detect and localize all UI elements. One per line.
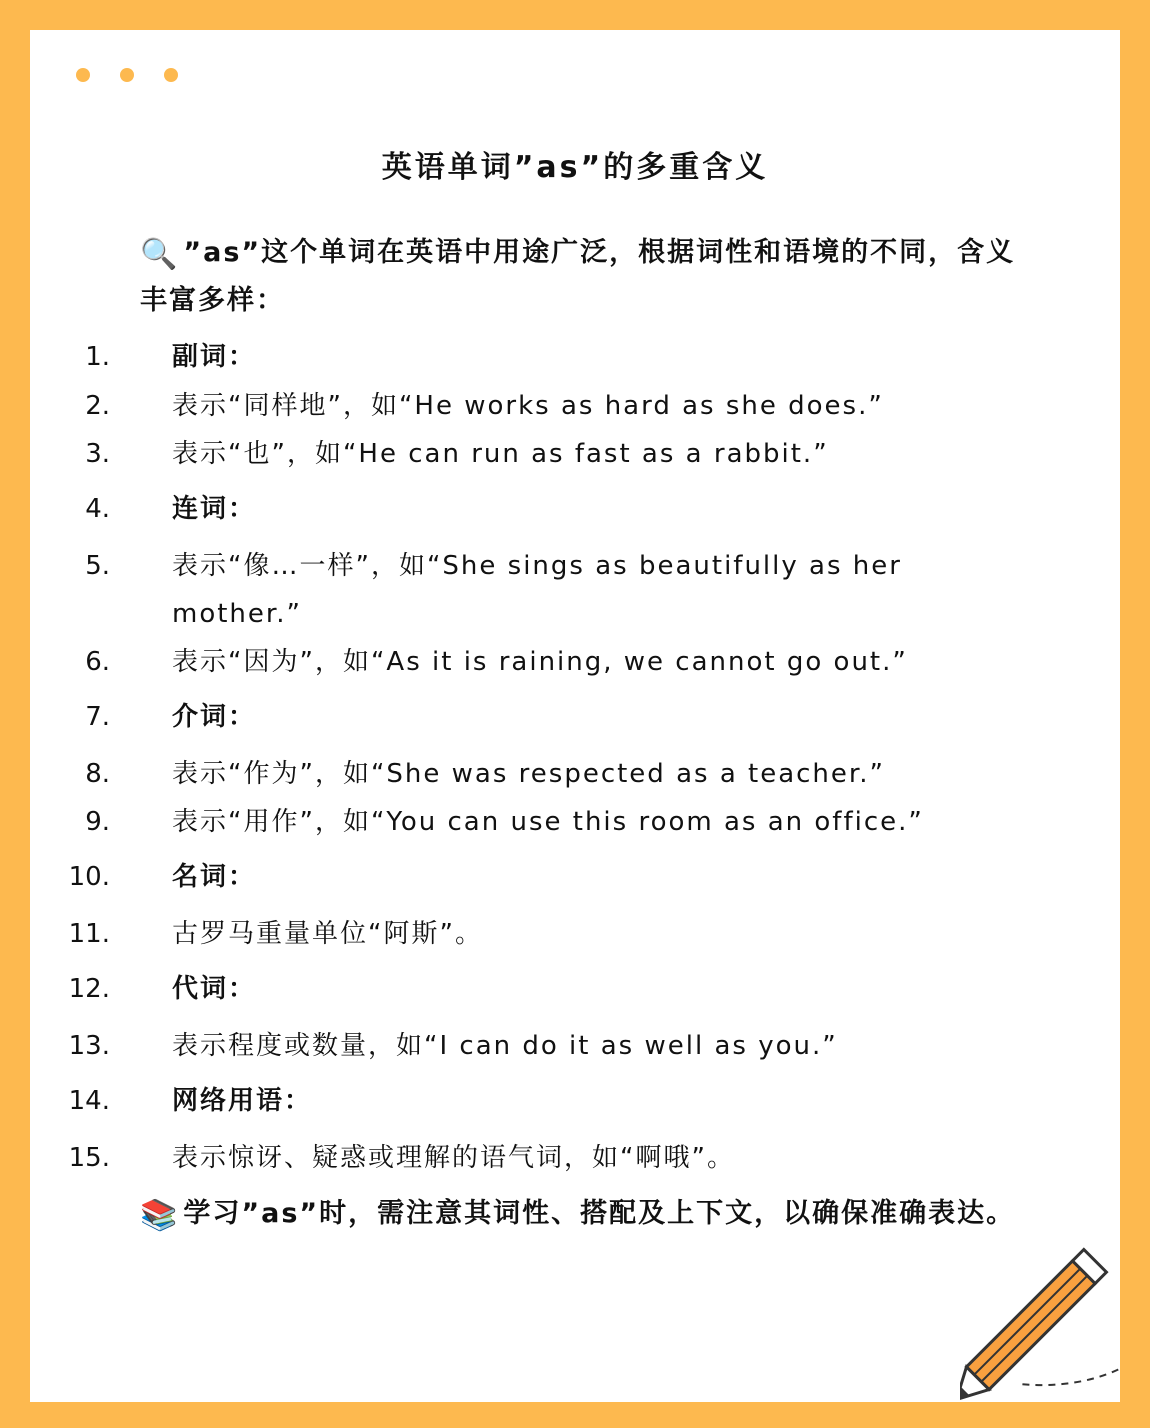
outro-paragraph <box>140 1190 1020 1240</box>
item-text: 表示“用作”，如“You can use this room as an office.” <box>172 807 924 837</box>
item-text: 副词： <box>172 342 257 372</box>
item-text: 连词： <box>172 494 257 524</box>
item-number: 2. <box>85 391 110 421</box>
outro-text: 学习”as”时，需注意其词性、搭配及上下文，以确保准确表达。 <box>183 1198 1016 1229</box>
item-number: 13. <box>68 1031 110 1061</box>
pencil-stripe <box>981 1276 1087 1382</box>
item-text: 网络用语： <box>172 1086 313 1116</box>
item-text: 名词： <box>172 862 257 892</box>
window-dots-icon <box>76 68 178 82</box>
item-number: 5. <box>85 551 110 581</box>
item-text: 表示“也”，如“He can run as fast as a rabbit.” <box>172 439 829 469</box>
item-text: 表示“同样地”，如“He works as hard as she does.” <box>172 391 884 421</box>
dot <box>76 68 90 82</box>
item-text: 表示程度或数量，如“I can do it as well as you.” <box>172 1031 838 1061</box>
pencil-icon <box>960 1230 1120 1402</box>
page-title: 英语单词”as”的多重含义 <box>381 150 769 185</box>
item-text: 表示惊讶、疑惑或理解的语气词，如“啊哦”。 <box>172 1143 735 1173</box>
item-number: 12. <box>68 974 110 1004</box>
note-card <box>30 30 1120 1402</box>
item-text: 古罗马重量单位“阿斯”。 <box>172 919 483 949</box>
item-number: 7. <box>85 702 110 732</box>
item-text: 表示“像…一样”，如“She sings as beautifully as her mother.” <box>172 551 902 629</box>
books-icon: 📚 <box>140 1198 180 1233</box>
item-text: 代词： <box>172 974 257 1004</box>
dot <box>164 68 178 82</box>
intro-text: ”as”这个单词在英语中用途广泛，根据词性和语境的不同，含义丰富多样： <box>140 237 1016 316</box>
item-number: 4. <box>85 494 110 524</box>
item-text: 介词： <box>172 702 257 732</box>
item-number: 3. <box>85 439 110 469</box>
magnifier-icon: 🔍 <box>140 237 180 272</box>
dot <box>120 68 134 82</box>
intro-paragraph <box>140 230 1020 324</box>
item-text: 表示“作为”，如“She was respected as a teacher.” <box>172 759 885 789</box>
pencil-stripe <box>974 1269 1080 1375</box>
item-number: 1. <box>85 342 110 372</box>
item-number: 14. <box>68 1086 110 1116</box>
item-number: 8. <box>85 759 110 789</box>
item-number: 10. <box>68 862 110 892</box>
item-text: 表示“因为”，如“As it is raining, we cannot go out.” <box>172 647 908 677</box>
item-number: 11. <box>68 919 110 949</box>
item-number: 6. <box>85 647 110 677</box>
pencil-body <box>966 1261 1095 1390</box>
item-number: 15. <box>68 1143 110 1173</box>
item-number: 9. <box>85 807 110 837</box>
